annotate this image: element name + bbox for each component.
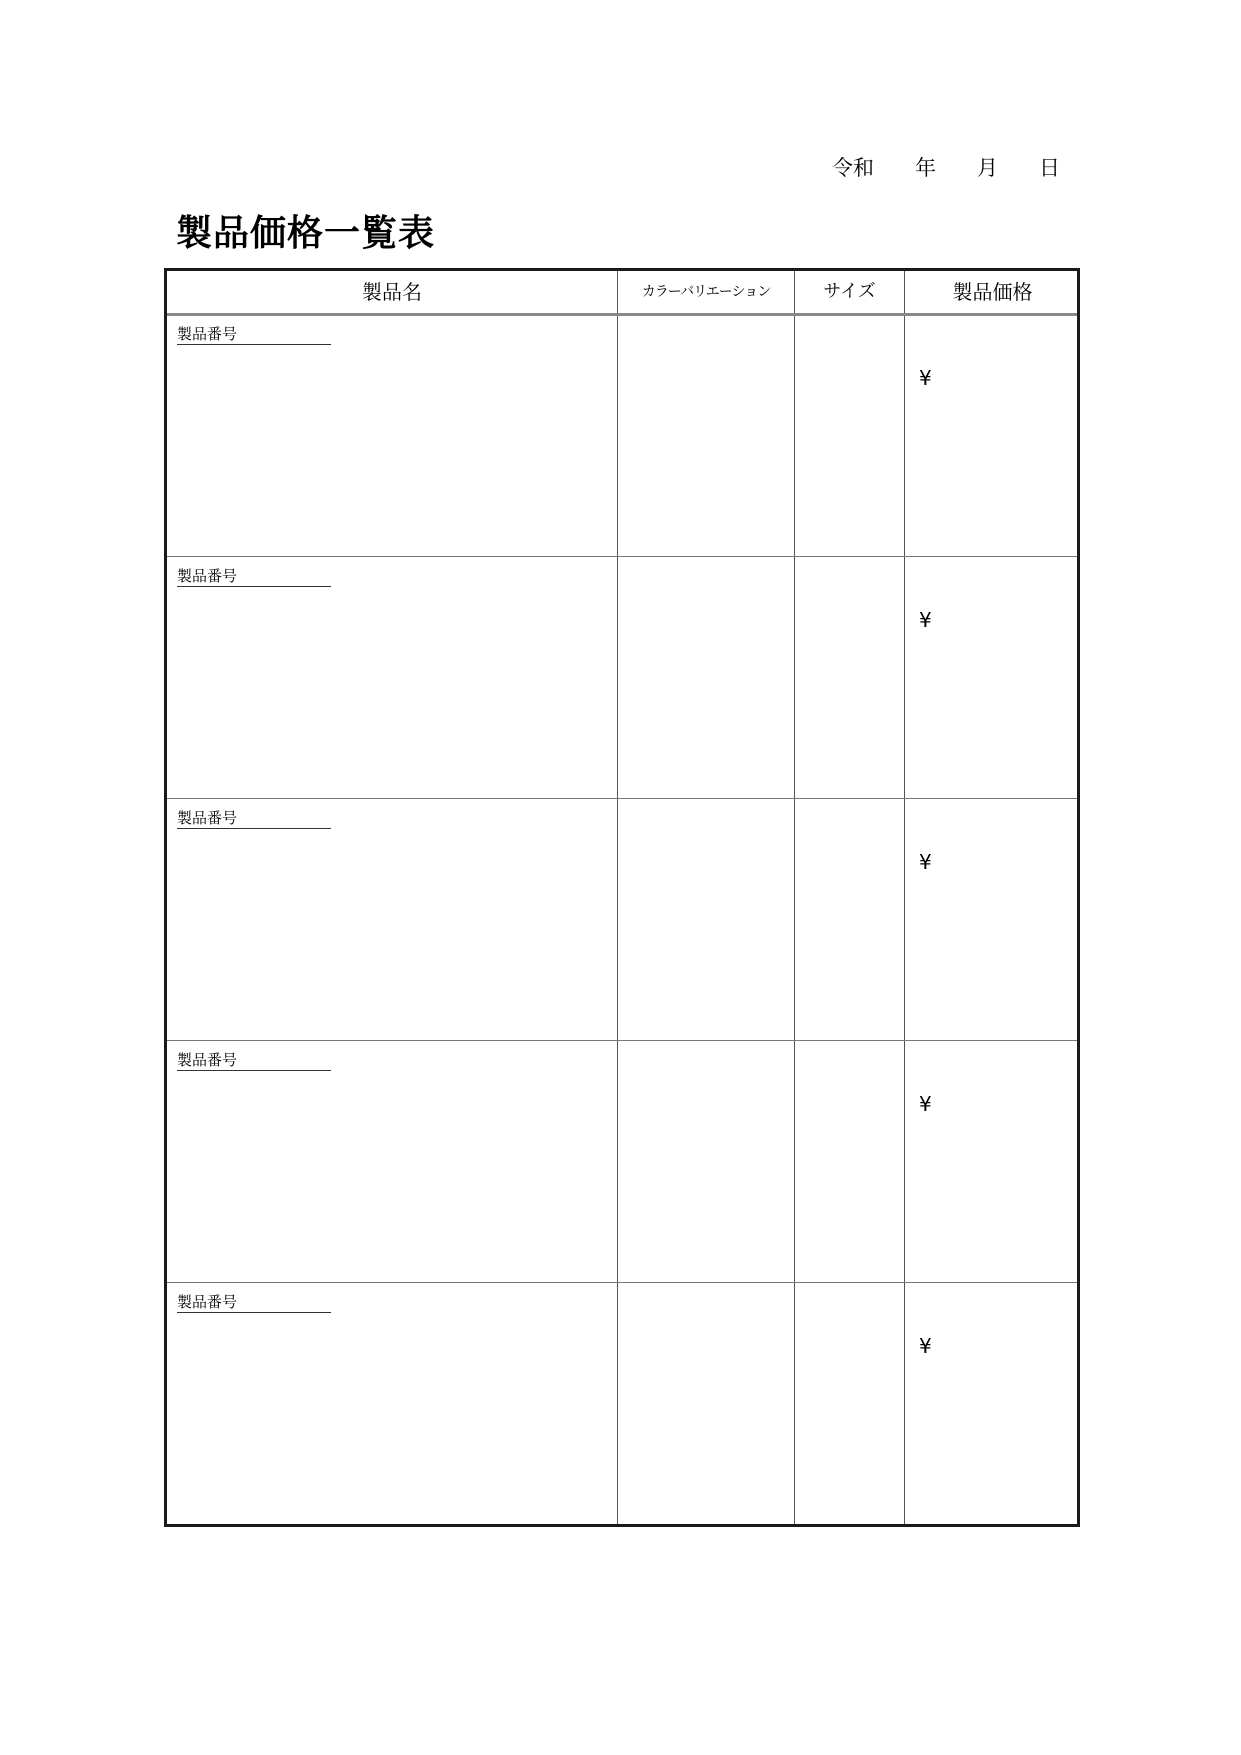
header-size: サイズ [823,281,876,302]
product-number-field[interactable]: 製品番号 [177,1050,331,1071]
date-month: 月 [977,156,998,180]
yen-sign: ¥ [919,1334,932,1358]
date-year: 年 [915,156,936,180]
header-color-variation: カラーバリエーション [641,284,771,300]
yen-sign: ¥ [919,1092,932,1116]
row-divider [167,1282,1077,1283]
yen-sign: ¥ [919,850,932,874]
header-product-name: 製品名 [362,280,422,304]
price-table [164,268,1080,1527]
row-divider [167,798,1077,799]
product-number-field[interactable]: 製品番号 [177,1292,331,1313]
table-header [167,271,1077,313]
date-day: 日 [1039,156,1060,180]
row-divider [167,1040,1077,1041]
product-number-field[interactable]: 製品番号 [177,324,331,345]
header-price: 製品価格 [952,280,1033,304]
row-divider [167,556,1077,557]
table-row [167,800,1077,1041]
table-body [167,316,1077,1524]
yen-sign: ¥ [919,366,932,390]
table-row [167,1284,1077,1525]
table-row [167,1042,1077,1283]
page-title: 製品価格一覧表 [176,213,436,254]
date-line [832,152,1072,182]
product-number-field[interactable]: 製品番号 [177,566,331,587]
date-era: 令和 [832,156,874,180]
table-row [167,316,1077,557]
table-row [167,558,1077,799]
product-number-field[interactable]: 製品番号 [177,808,331,829]
yen-sign: ¥ [919,608,932,632]
